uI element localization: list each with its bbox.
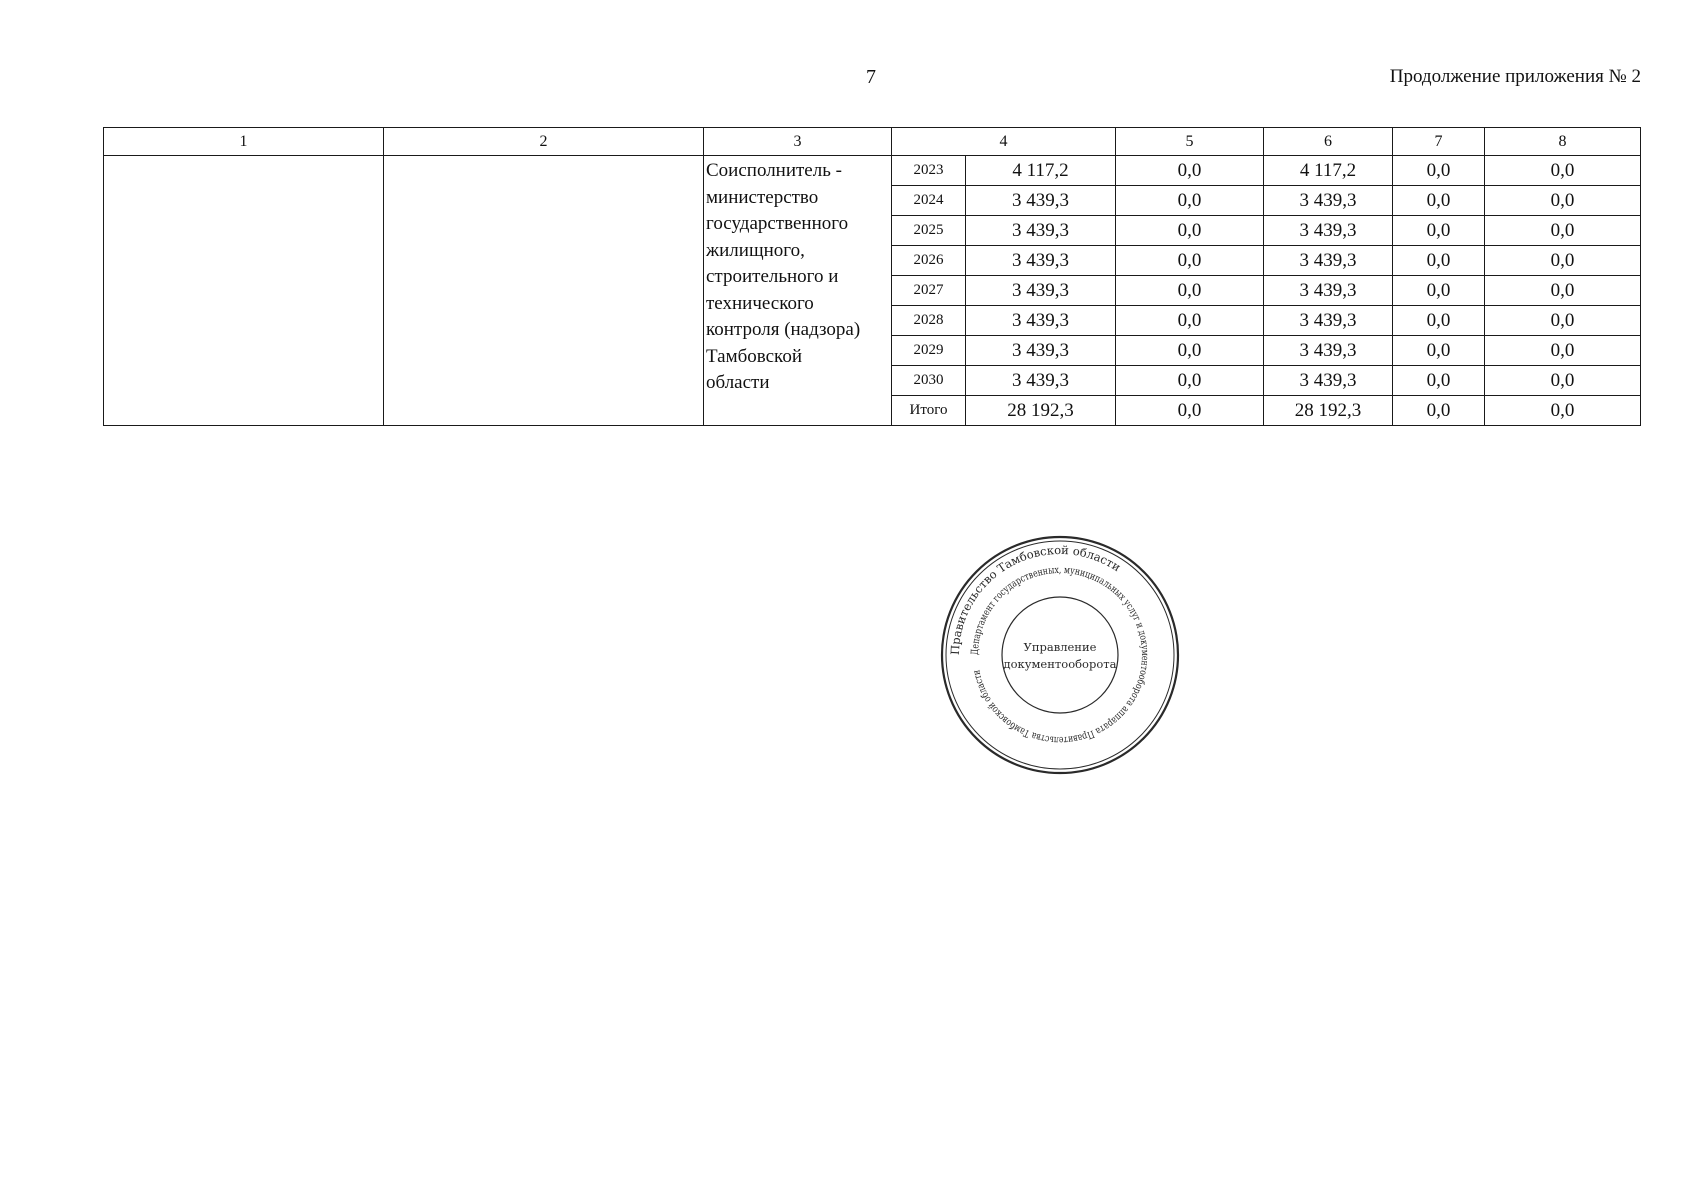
value-cell-7: 0,0: [1393, 156, 1485, 186]
continuation-caption: Продолжение приложения № 2: [1389, 66, 1641, 87]
value-cell-8: 0,0: [1485, 276, 1641, 306]
year-cell: 2028: [892, 306, 966, 336]
year-cell: 2027: [892, 276, 966, 306]
value-cell-6: 3 439,3: [1264, 276, 1393, 306]
value-cell-5: 0,0: [1116, 156, 1264, 186]
value-cell-6: 28 192,3: [1264, 396, 1393, 426]
value-cell-5: 0,0: [1116, 306, 1264, 336]
value-cell-5: 0,0: [1116, 186, 1264, 216]
column-header-4: 4: [892, 128, 1116, 156]
value-cell-7: 0,0: [1393, 246, 1485, 276]
value-cell-6: 3 439,3: [1264, 336, 1393, 366]
executor-line: жилищного,: [706, 239, 805, 261]
total-cell: 3 439,3: [966, 306, 1116, 336]
year-cell: 2030: [892, 366, 966, 396]
column-header-7: 7: [1393, 128, 1485, 156]
seal-center-line-1: Управление: [1023, 640, 1097, 654]
column-header-2: 2: [384, 128, 704, 156]
column-number-row: [104, 128, 1641, 156]
column-header-3: 3: [704, 128, 892, 156]
executor-line: Соисполнитель -: [706, 160, 842, 181]
budget-table: [103, 127, 1641, 426]
value-cell-5: 0,0: [1116, 336, 1264, 366]
value-cell-5: 0,0: [1116, 216, 1264, 246]
value-cell-6: 3 439,3: [1264, 186, 1393, 216]
executor-line: области: [706, 372, 770, 393]
year-cell: 2025: [892, 216, 966, 246]
year-cell: 2029: [892, 336, 966, 366]
seal-middle-text: [970, 565, 1150, 745]
total-cell: 3 439,3: [966, 186, 1116, 216]
value-cell-6: 3 439,3: [1264, 306, 1393, 336]
value-cell-7: 0,0: [1393, 306, 1485, 336]
executor-line: государственного: [706, 213, 849, 234]
executor-line: контроля (надзора): [706, 319, 861, 340]
total-cell: 3 439,3: [966, 276, 1116, 306]
value-cell-8: 0,0: [1485, 186, 1641, 216]
executor-cell: [704, 156, 892, 426]
year-cell: Итого: [892, 396, 966, 426]
executor-line: строительного и: [706, 266, 839, 287]
value-cell-5: 0,0: [1116, 396, 1264, 426]
value-cell-7: 0,0: [1393, 216, 1485, 246]
value-cell-8: 0,0: [1485, 246, 1641, 276]
value-cell-6: 3 439,3: [1264, 246, 1393, 276]
value-cell-7: 0,0: [1393, 396, 1485, 426]
total-cell: 3 439,3: [966, 336, 1116, 366]
value-cell-7: 0,0: [1393, 186, 1485, 216]
page-number: 7: [866, 66, 876, 88]
column-header-1: 1: [104, 128, 384, 156]
value-cell-6: 3 439,3: [1264, 366, 1393, 396]
value-cell-8: 0,0: [1485, 306, 1641, 336]
year-cell: 2023: [892, 156, 966, 186]
value-cell-8: 0,0: [1485, 216, 1641, 246]
official-seal: [940, 535, 1180, 775]
year-cell: 2026: [892, 246, 966, 276]
total-cell: 3 439,3: [966, 246, 1116, 276]
total-cell: 3 439,3: [966, 216, 1116, 246]
seal-outer-ring-text: Правительство Тамбовской области: [947, 542, 1124, 656]
table-row: [104, 156, 1641, 186]
executor-line: Тамбовской: [706, 345, 802, 367]
seal-middle-ring-text: Департамент государственных, муниципальных услуг и документооборота аппарата Правительства Тамбовской области: [969, 564, 1151, 746]
total-cell: 4 117,2: [966, 156, 1116, 186]
value-cell-7: 0,0: [1393, 336, 1485, 366]
value-cell-6: 3 439,3: [1264, 216, 1393, 246]
column-header-5: 5: [1116, 128, 1264, 156]
value-cell-7: 0,0: [1393, 276, 1485, 306]
value-cell-8: 0,0: [1485, 366, 1641, 396]
value-cell-8: 0,0: [1485, 336, 1641, 366]
value-cell-7: 0,0: [1393, 366, 1485, 396]
column-header-6: 6: [1264, 128, 1393, 156]
seal-center-border: [1002, 597, 1118, 713]
column-1-cell: [104, 156, 384, 426]
column-header-8: 8: [1485, 128, 1641, 156]
value-cell-6: 4 117,2: [1264, 156, 1393, 186]
year-cell: 2024: [892, 186, 966, 216]
value-cell-5: 0,0: [1116, 276, 1264, 306]
executor-line: министерство: [706, 186, 819, 208]
value-cell-5: 0,0: [1116, 246, 1264, 276]
total-cell: 3 439,3: [966, 366, 1116, 396]
executor-line: технического: [706, 292, 814, 314]
seal-graphic: [940, 535, 1180, 775]
value-cell-8: 0,0: [1485, 396, 1641, 426]
total-cell: 28 192,3: [966, 396, 1116, 426]
value-cell-8: 0,0: [1485, 156, 1641, 186]
seal-center-line-2: документооборота: [1003, 657, 1117, 671]
column-2-cell: [384, 156, 704, 426]
value-cell-5: 0,0: [1116, 366, 1264, 396]
